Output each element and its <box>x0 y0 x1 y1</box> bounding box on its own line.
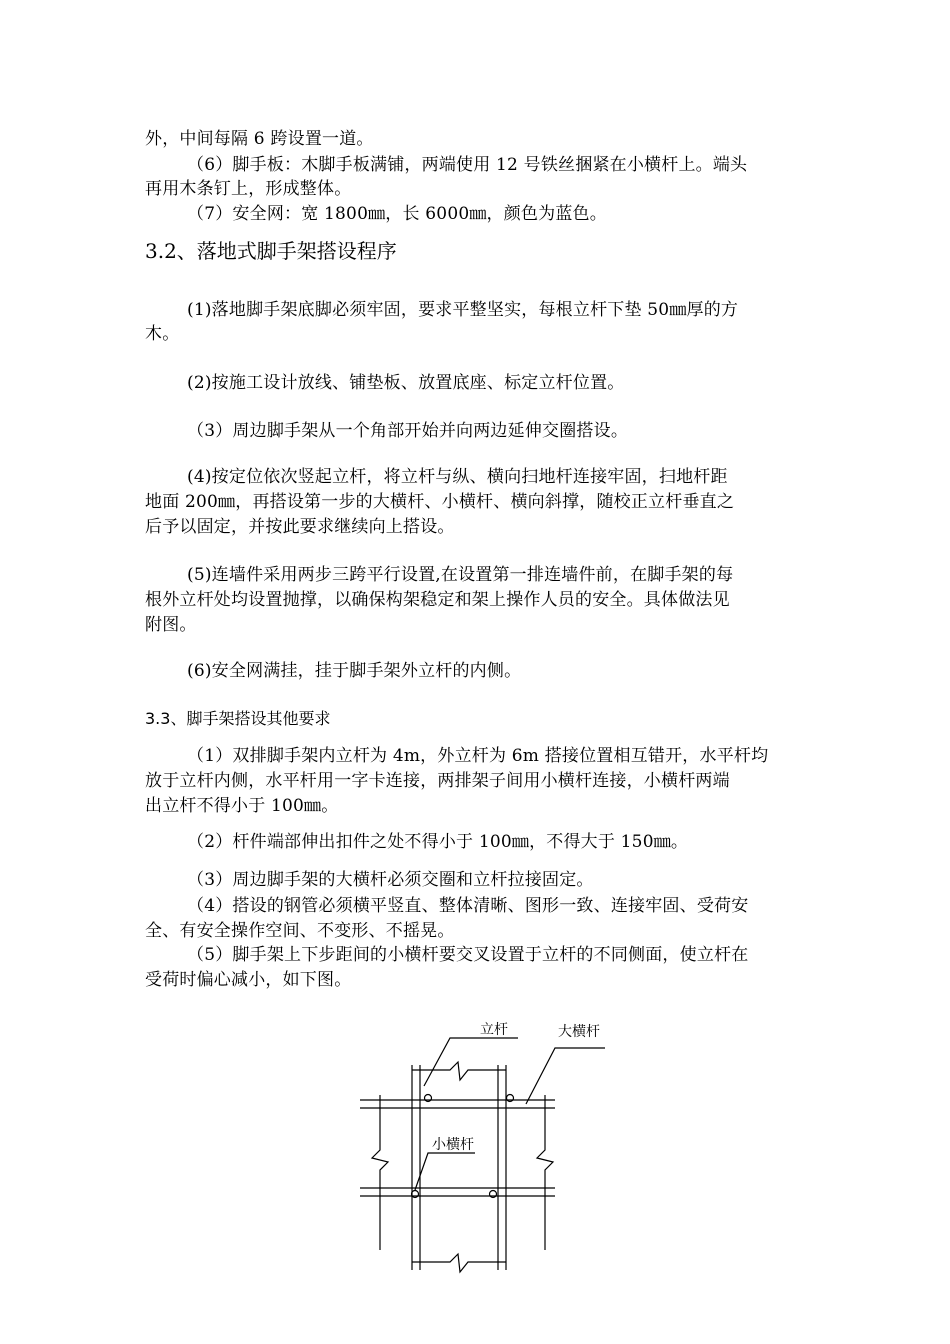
label-upright: 立杆 <box>480 1022 508 1038</box>
text-line: 受荷时偏心减小，如下图。 <box>145 970 352 990</box>
text-line: 根外立杆处均设置抛撑，以确保构架稳定和架上操作人员的安全。具体做法见 <box>145 590 730 610</box>
text-line: 全、有安全操作空间、不变形、不摇晃。 <box>145 921 455 941</box>
text-line: 地面 200㎜，再搭设第一步的大横杆、小横杆、横向斜撑，随校正立杆垂直之 <box>145 492 735 512</box>
break-line <box>412 1254 506 1272</box>
break-line <box>372 1095 388 1250</box>
text-line: (4)按定位依次竖起立杆，将立杆与纵、横向扫地杆连接牢固，扫地杆距 <box>187 467 728 487</box>
text-line: （1）双排脚手架内立杆为 4m，外立杆为 6m 搭接位置相互错开，水平杆均 <box>187 746 769 766</box>
text-line: （3）周边脚手架从一个角部开始并向两边延伸交圈搭设。 <box>187 421 629 441</box>
leader-line <box>424 1038 518 1086</box>
text-line: 后予以固定，并按此要求继续向上搭设。 <box>145 517 455 537</box>
text-line: （6）脚手板：木脚手板满铺，两端使用 12 号铁丝捆紧在小横杆上。端头 <box>187 155 748 175</box>
label-ledger: 大横杆 <box>558 1024 600 1040</box>
leader-line <box>526 1048 605 1104</box>
text-line: (1)落地脚手架底脚必须牢固，要求平整坚实，每根立杆下垫 50㎜厚的方 <box>187 300 739 320</box>
break-line <box>537 1095 553 1250</box>
text-line: （3）周边脚手架的大横杆必须交圈和立杆拉接固定。 <box>187 870 594 890</box>
section-heading-3-3: 3.3、脚手架搭设其他要求 <box>145 709 331 728</box>
text-line: 再用木条钉上，形成整体。 <box>145 179 352 199</box>
text-line: 木。 <box>145 324 180 344</box>
text-line: （5）脚手架上下步距间的小横杆要交叉设置于立杆的不同侧面，使立杆在 <box>187 945 749 965</box>
text-line: 放于立杆内侧，水平杆用一字卡连接，两排架子间用小横杆连接，小横杆两端 <box>145 771 730 791</box>
break-line <box>412 1062 506 1080</box>
leader-line <box>415 1153 475 1190</box>
text-line: (5)连墙件采用两步三跨平行设置,在设置第一排连墙件前，在脚手架的每 <box>187 565 734 585</box>
text-line: （7）安全网：宽 1800㎜，长 6000㎜，颜色为蓝色。 <box>187 204 607 224</box>
text-line: 出立杆不得小于 100㎜。 <box>145 796 339 816</box>
text-line: （2）杆件端部伸出扣件之处不得小于 100㎜，不得大于 150㎜。 <box>187 832 689 852</box>
scaffold-diagram <box>340 1010 630 1280</box>
text-line: (2)按施工设计放线、铺垫板、放置底座、标定立杆位置。 <box>187 373 625 393</box>
label-transom: 小横杆 <box>432 1137 474 1153</box>
section-heading-3-2: 3.2、落地式脚手架搭设程序 <box>145 239 397 263</box>
text-line: （4）搭设的钢管必须横平竖直、整体清晰、图形一致、连接牢固、受荷安 <box>187 896 749 916</box>
text-line: 外，中间每隔 6 跨设置一道。 <box>145 129 374 149</box>
text-line: (6)安全网满挂，挂于脚手架外立杆的内侧。 <box>187 661 522 681</box>
text-line: 附图。 <box>145 615 197 635</box>
